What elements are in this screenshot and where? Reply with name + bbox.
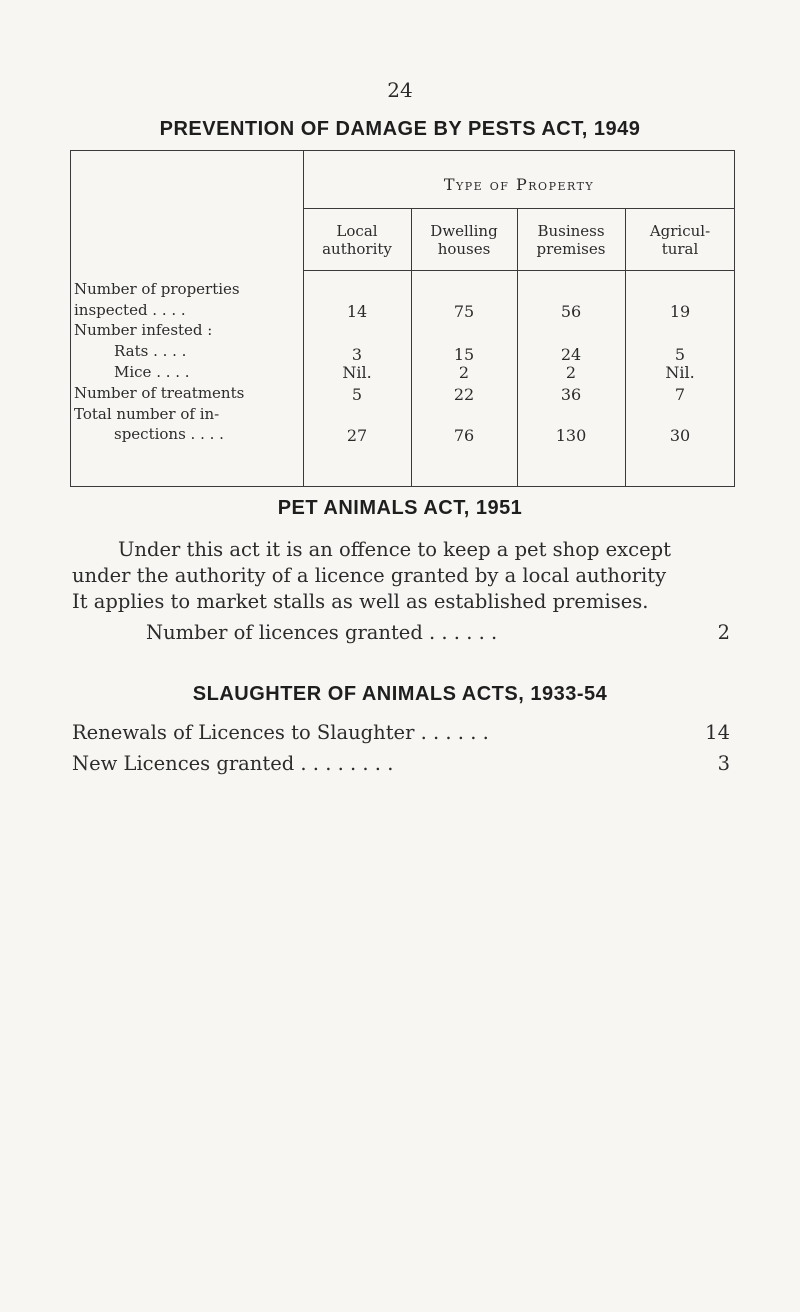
col-header-business-premises: Business premises [536,222,606,258]
table-cell: 19 [669,302,691,321]
page-number: 24 [387,78,413,102]
table-cell: 22 [453,385,475,404]
row-label: Number of treatments [74,384,245,402]
column-header-rule [303,270,735,271]
table-cell: 2 [565,363,577,382]
table-cell: 76 [453,426,475,445]
table-cell: Nil. [665,363,695,382]
renewals-value: 14 [705,721,730,744]
paragraph-line: Under this act it is an offence to keep a pet shop except [118,538,671,561]
section-title-pet-animals-act: PET ANIMALS ACT, 1951 [277,497,523,519]
col-header-local-authority: Local authority [322,222,392,258]
table-cell: 56 [560,302,582,321]
table-cell: Nil. [342,363,372,382]
table-cell: 7 [674,385,686,404]
row-label: Mice . . . . [114,363,190,381]
col-header-agricultural: Agricul- tural [649,222,711,258]
table-cell: 5 [674,345,686,364]
type-of-property-header: Type of Property [443,175,595,194]
table-cell: 36 [560,385,582,404]
row-label: inspected . . . . [74,301,186,319]
new-licences-label: New Licences granted . . . . . . . . [72,752,394,775]
table-left-rule [70,150,71,487]
paragraph-line: It applies to market stalls as well as established premises. [72,590,649,613]
table-cell: 2 [458,363,470,382]
table-bottom-rule [70,486,735,487]
table-top-rule [70,150,735,151]
row-label: spections . . . . [114,425,224,443]
renewals-label: Renewals of Licences to Slaughter . . . . . . [72,721,489,744]
licences-granted-value: 2 [717,621,730,644]
section-title-pests-act: PREVENTION OF DAMAGE BY PESTS ACT, 1949 [159,118,641,140]
table-cell: 27 [346,426,368,445]
section-title-slaughter-acts: SLAUGHTER OF ANIMALS ACTS, 1933-54 [192,683,608,705]
table-cell: 15 [453,345,475,364]
table-cell: 130 [555,426,587,445]
row-label: Number of properties [74,280,240,298]
table-cell: 24 [560,345,582,364]
table-cell: 5 [351,385,363,404]
paragraph-line: under the authority of a licence granted by a local authority [72,564,667,587]
row-label: Number infested : [74,321,213,339]
licences-granted-label: Number of licences granted . . . . . . [146,621,498,644]
table-cell: 3 [351,345,363,364]
type-header-rule [303,208,735,209]
pests-table [70,150,735,487]
table-cell: 30 [669,426,691,445]
table-cell: 14 [346,302,368,321]
new-licences-value: 3 [717,752,730,775]
row-label: Rats . . . . [114,342,187,360]
row-label: Total number of in- [74,405,220,423]
col-header-dwelling-houses: Dwelling houses [430,222,498,258]
table-cell: 75 [453,302,475,321]
